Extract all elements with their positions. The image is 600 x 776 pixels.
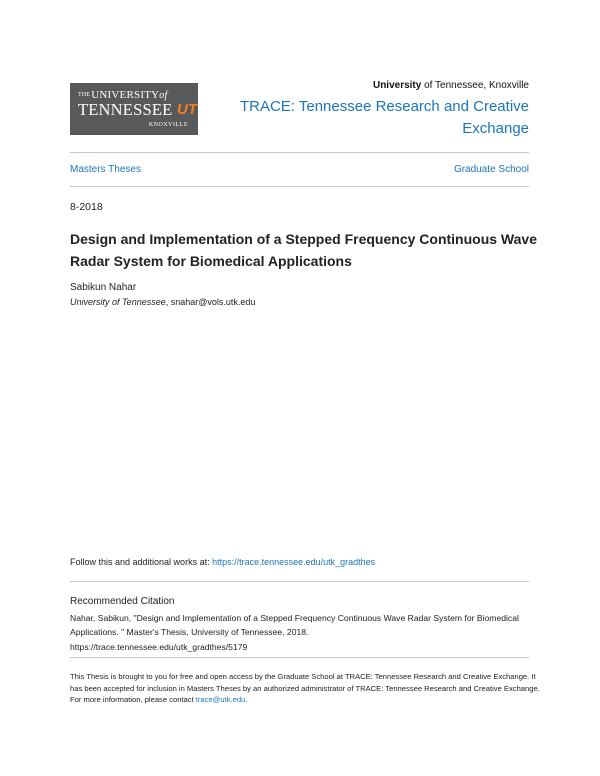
citation-url[interactable]: https://trace.tennessee.edu/utk_gradthes/5179 xyxy=(70,641,248,652)
citation-text xyxy=(70,611,540,654)
divider-footer xyxy=(70,657,529,658)
citation-body: Nahar, Sabikun, "Design and Implementation of a Stepped Frequency Continuous Wave Radar System for Biomedical Applications. " Master's Thesis, University of Tennessee, 2018. xyxy=(70,613,519,638)
institution-name xyxy=(373,80,529,91)
follow-label: Follow this and additional works at: xyxy=(70,557,213,567)
institution-name-bold: University xyxy=(372,80,422,91)
graduate-school-link[interactable]: Graduate School xyxy=(453,164,529,175)
logo-of: of xyxy=(159,90,168,101)
follow-link[interactable]: https://trace.tennessee.edu/utk_gradthes xyxy=(212,557,376,567)
affiliation-name: University of Tennessee xyxy=(70,297,166,307)
divider-nav xyxy=(70,186,529,187)
institution-name-rest: of Tennessee, Knoxville xyxy=(421,80,529,91)
ut-mark-icon: UT xyxy=(177,101,197,118)
logo-tennessee: TENNESSEE xyxy=(78,100,173,119)
contact-email-link[interactable]: trace@utk.edu xyxy=(195,695,246,704)
logo-knoxville: KNOXVILLE xyxy=(148,122,188,128)
document-title: Design and Implementation of a Stepped Frequency Continuous Wave Radar System for Biomedical Applications xyxy=(70,231,537,269)
author-email: , snahar@vols.utk.edu xyxy=(165,297,256,307)
logo-the: THE xyxy=(78,92,91,98)
footer-notice xyxy=(70,671,540,706)
author-affiliation xyxy=(70,297,255,307)
citation-heading: Recommended Citation xyxy=(70,596,175,607)
masters-theses-link[interactable]: Masters Theses xyxy=(70,164,141,175)
divider-top xyxy=(70,152,529,153)
footer-end: . xyxy=(245,695,248,704)
logo-university: UNIVERSITY xyxy=(91,89,160,101)
publication-date: 8-2018 xyxy=(70,201,103,213)
follow-line xyxy=(70,557,375,567)
author-name: Sabikun Nahar xyxy=(70,282,137,293)
university-logo[interactable] xyxy=(70,83,198,135)
footer-text: This Thesis is brought to you for free and open access by the Graduate School at TRACE: Tennessee Research and Creative Exchange. It has been accepted for inclusion in Masters Theses by an authorized administrator of TRACE: Tennessee Research and Creative Exchange. For more information, please contact xyxy=(70,672,540,704)
divider-citation xyxy=(70,581,529,582)
repository-title-link[interactable]: TRACE: Tennessee Research and Creative Exchange xyxy=(239,98,529,137)
